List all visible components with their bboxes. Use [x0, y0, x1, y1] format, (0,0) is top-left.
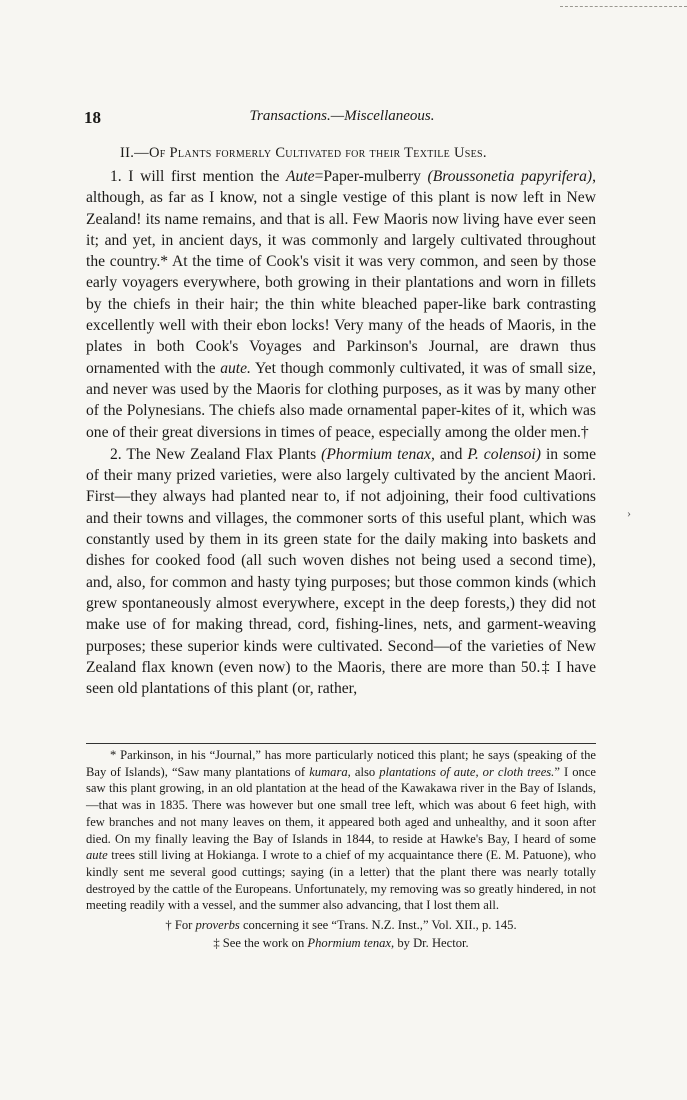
species-name: (Broussonetia papyrifera) — [427, 168, 593, 185]
term-kumara: kumara, — [309, 764, 351, 779]
footnote-text: trees still living at Hokianga. I wrote to a chief of my acquaintance there (E. M. Patuone), who kindly sent me several good cuttings; saying (in a letter) that the plant there was nearly totally destroyed by the cattle of the Europeans. Unfortunately, my removing was so greatly hindered, in not meeting readily with a vessel, and the summer also advancing, that I lost them all. — [86, 848, 596, 913]
paragraph-text: , although, as far as I know, not a single vestige of this plant is now left in New Zealand! its name remains, and that is all. Few Maoris now living have ever seen it; and yet, in ancient days, it was commonly and largely cultivated throughout the country.* At the time of Cook's visit it was very common, and seen by those early voyagers everywhere, both growing in their plantations and worn in fillets by the chiefs in their hair; the thin white bleached paper-like bark contrasting excellently well with their ebon locks! Very many of the heads of Maoris, in the plates in both Cook's Voyages and Parkinson's Journal, are drawn thus ornamented with the — [86, 168, 596, 377]
footnote-double-dagger — [86, 935, 596, 952]
footnote-text: concerning it see “Trans. N.Z. Inst.,” Vol. XII., p. 145. — [239, 918, 517, 933]
paragraph-intro: 1. I will first mention the — [110, 168, 287, 185]
footnote-text: also — [350, 764, 380, 779]
section-heading — [120, 145, 600, 162]
page-number: 18 — [84, 108, 101, 127]
conjunction-text: and — [434, 445, 468, 463]
section-numeral: II.— — [120, 145, 149, 161]
term-proverbs: proverbs — [195, 918, 240, 933]
paragraph-text: Yet though commonly cultivated, it was of small size, and never was used by the Maoris for clothing purposes, as it was by many other of the Polynesians. The chiefs also made ornamental paper-kites of it, which was one of their great diversions in times of peace, especially among the older men.† — [86, 359, 596, 441]
footnote-text: ‡ See the work on — [213, 935, 308, 950]
footnote-text: † For — [165, 918, 196, 933]
term-aute: aute — [86, 848, 108, 863]
term-aute: Aute — [286, 168, 315, 185]
section-title: Of Plants formerly Cultivated for their Textile Uses. — [148, 145, 487, 161]
page-header — [84, 108, 600, 134]
footnote-separator — [86, 743, 596, 744]
footnotes — [86, 747, 596, 951]
footnote-text: by Dr. Hector. — [394, 935, 469, 950]
footnote-dagger — [86, 917, 596, 934]
paper-mulberry-text: =Paper-mulberry — [314, 168, 421, 185]
margin-mark: › — [627, 506, 631, 520]
quoted-phrase: plantations of aute, or cloth trees. — [379, 764, 555, 779]
species-name: Phormium tenax, — [307, 935, 395, 950]
running-head: Transactions.—Miscellaneous. — [249, 108, 435, 124]
paragraph-aute — [86, 166, 596, 443]
species-name: P. colensoi) — [467, 445, 541, 463]
species-name: (Phormium tenax, — [321, 445, 435, 463]
paragraph-text: in some of their many prized varieties, were also largely cultivated by the ancient Maori. First—they always had planted near to, if not adjoining, their food cultivations and their towns and villages, the commoner sorts of this useful plant, which was constantly used by them in its green state for the daily making into baskets and dishes for cooked food (all such woven dishes not being used a second time), and, also, for common and hasty tying purposes; but those common kinds (which grew spontaneously almost everywhere, except in the deep forests,) they did not make use of for making thread, cord, fishing-lines, nets, and garment-weaving purposes; these superior kinds were cultivated. Second—of the varieties of New Zealand flax known (even now) to the Maoris, there are more than 50.‡ I have seen old plantations of this plant (or, rather, — [86, 445, 596, 698]
body-text — [86, 166, 596, 699]
term-aute: aute. — [220, 359, 251, 377]
footnote-star — [86, 747, 596, 914]
paragraph-intro: 2. The New Zealand Flax Plants — [110, 445, 322, 463]
footnote-text: * Parkinson, in his “Journal,” has more particularly noticed this plant; he says (speaking of the Bay of Islands), “Saw many plantations of — [86, 748, 596, 779]
paragraph-flax — [86, 444, 596, 700]
top-edge-rule — [560, 6, 687, 7]
footnote-text: ” I once saw this plant growing, in an old plantation at the head of the Kawakawa river in the Bay of Islands,—that was in 1835. There was however but one small tree left, which was about 6 feet high, with few branches and not many leaves on them, it appeared both aged and unhealthy, and it soon after died. On my finally leaving the Bay of Islands in 1844, to reside at Hawke's Bay, I heard of some — [86, 764, 596, 846]
